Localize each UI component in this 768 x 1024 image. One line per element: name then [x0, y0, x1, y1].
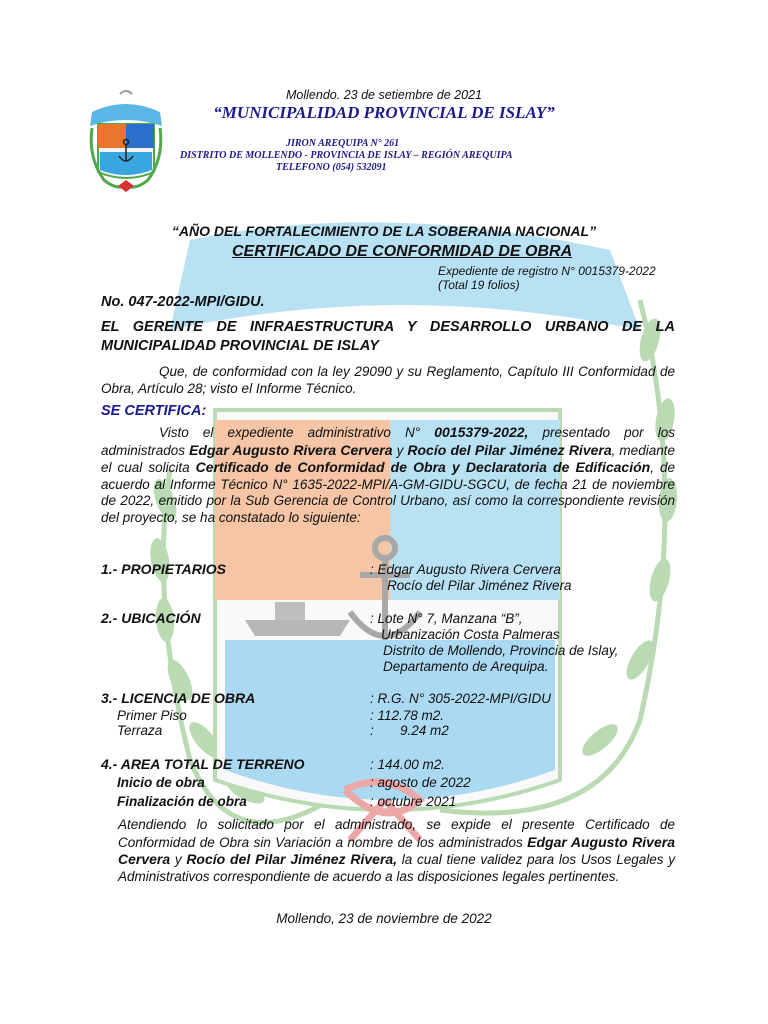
location-value-3: Distrito de Mollendo, Provincia de Islay,	[383, 643, 619, 658]
first-floor-label: Primer Piso	[117, 708, 187, 723]
header-date: Mollendo. 23 de setiembre de 2021	[286, 88, 482, 102]
se-certifica-heading: SE CERTIFICA:	[101, 403, 207, 419]
closing-name-1: Edgar Augusto Rivera Cervera	[118, 833, 675, 867]
start-label: Inicio de obra	[117, 775, 205, 790]
location-value-4: Departamento de Arequipa.	[383, 659, 549, 674]
end-label: Finalización de obra	[117, 794, 247, 809]
end-value: : octubre 2021	[370, 794, 457, 809]
year-motto: “AÑO DEL FORTALECIMIENTO DE LA SOBERANIA NACIONAL”	[171, 223, 597, 239]
body-paragraph: Visto el expediente administrativo N° 0015379-2022, presentado por los administrados Edgar Augusto Rivera Cervera y Rocío del Pilar Jiménez Rivera, mediante el cual solicita Certificado de Conformidad de Obra y Declaratoria de Edificación, de acuerdo al Informe Técnico N° 1635-2022-MPI/A-GM-GIDU-SGCU, de fecha 21 de noviembre de 2022, emitido por la Sub Gerencia de Control Urbano, así como la correspondiente revisión del proyecto, se ha constatado lo siguiente:	[101, 424, 676, 525]
expediente-number: Expediente de registro N° 0015379-2022	[438, 264, 656, 278]
area-value: : 144.00 m2.	[370, 757, 446, 772]
location-value-1: : Lote N° 7, Manzana “B”,	[370, 611, 523, 626]
closing-paragraph: Atendiendo lo solicitado por el administrado, se expide el presente Certificado de Conformidad de Obra sin Variación a nombre de los administrados Edgar Augusto Rivera Cervera y Rocío del Pilar Jiménez Rivera, la cual tiene validez para los Usos Legales y Administrativos correspondiente de acuerdo a las disposiciones legales pertinentes.	[118, 817, 675, 884]
address-line-1: JIRON AREQUIPA N° 261	[286, 138, 400, 149]
closing-name-2: Rocío del Pilar Jiménez Rivera,	[186, 851, 398, 867]
terrace-label: Terraza	[117, 723, 163, 738]
owner-name-2: Rocío del Pilar Jiménez Rivera	[407, 441, 612, 458]
section-owners-label: 1.- PROPIETARIOS	[101, 561, 226, 577]
expediente-bold: 0015379-2022,	[434, 424, 529, 440]
phone-line: TELEFONO (054) 532091	[276, 162, 387, 173]
request-type: Certificado de Conformidad de Obra y Declaratoria de Edificación	[195, 459, 651, 475]
expediente-folios: (Total 19 folios)	[438, 278, 520, 292]
intro-paragraph: Que, de conformidad con la ley 29090 y su Reglamento, Capítulo III Conformidad de Obra, Artículo 28; visto el Informe Técnico.	[101, 364, 675, 396]
section-area-label: 4.- AREA TOTAL DE TERRENO	[101, 756, 305, 772]
owner-name-1: Edgar Augusto Rivera Cervera	[189, 441, 393, 458]
issuer-title: EL GERENTE DE INFRAESTRUCTURA Y DESARROLLO URBANO DE LA MUNICIPALIDAD PROVINCIAL DE ISLAY	[101, 319, 675, 354]
resolution-number: No. 047-2022-MPI/GIDU.	[101, 294, 265, 310]
address-line-2: DISTRITO DE MOLLENDO - PROVINCIA DE ISLAY – REGIÓN AREQUIPA	[180, 150, 513, 161]
footer-date: Mollendo, 23 de noviembre de 2022	[276, 911, 492, 926]
license-value-1: : R.G. N° 305-2022-MPI/GIDU	[370, 691, 551, 706]
owners-value-2: Rocío del Pilar Jiménez Rivera	[387, 578, 572, 593]
start-value: : agosto de 2022	[370, 775, 471, 790]
certificate-title: CERTIFICADO DE CONFORMIDAD DE OBRA	[232, 243, 573, 260]
section-license-label: 3.- LICENCIA DE OBRA	[101, 690, 256, 706]
first-floor-value: : 112.78 m2.	[370, 708, 445, 723]
municipality-name: “MUNICIPALIDAD PROVINCIAL DE ISLAY”	[213, 103, 555, 122]
section-location-label: 2.- UBICACIÓN	[101, 610, 201, 626]
terrace-value: : 9.24 m2	[370, 723, 449, 738]
location-value-2: Urbanización Costa Palmeras	[381, 627, 560, 642]
owners-value-1: : Edgar Augusto Rivera Cervera	[370, 562, 561, 577]
